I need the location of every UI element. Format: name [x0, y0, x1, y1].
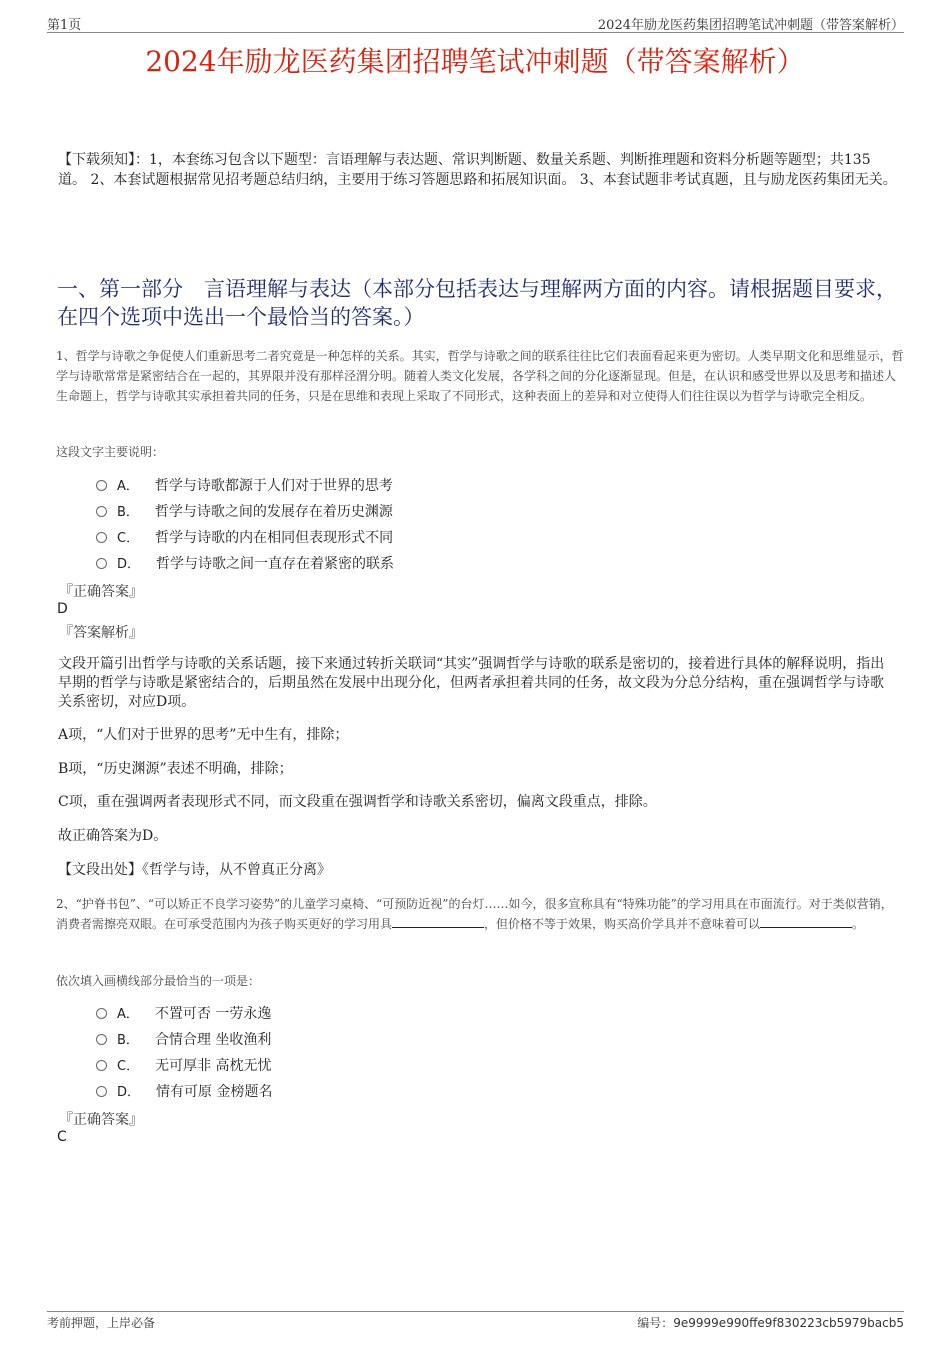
option-letter: A． — [117, 479, 139, 494]
radio-icon[interactable] — [96, 1034, 107, 1045]
footer-code — [637, 1314, 904, 1331]
q1-analysis-b: B项，“历史渊源”表述不明确，排除； — [58, 761, 293, 777]
q2-option-b[interactable] — [96, 1030, 271, 1050]
footer-code-label: 编号： — [637, 1316, 674, 1330]
q1-answer: D — [57, 601, 68, 617]
q1-source: 【文段出处】《哲学与诗，从不曾真正分离》 — [58, 862, 331, 878]
q1-analysis: 文段开篇引出哲学与诗歌的关系话题，接下来通过转折关联词“其实”强调哲学与诗歌的联系是密切的，接着进行具体的解释说明，指出早期的哲学与诗歌是紧密结合的，后期虽然在发展中出现分化，但两者承担着共同的任务，故文段为分总分结构，重在强调哲学与诗歌关系密切，对应D项。 — [58, 656, 885, 710]
option-text: 合情合理 坐收渔利 — [154, 1032, 272, 1048]
q1-conclusion: 故正确答案为D。 — [58, 828, 168, 844]
radio-icon[interactable] — [96, 532, 107, 543]
q1-analysis-label: 『答案解析』 — [59, 625, 143, 641]
radio-icon[interactable] — [96, 506, 107, 517]
q1-option-b[interactable] — [96, 502, 393, 522]
q1-option-d[interactable] — [96, 554, 394, 574]
option-text: 哲学与诗歌之间的发展存在着历史渊源 — [154, 504, 393, 520]
q2-text-end: 。 — [852, 917, 865, 931]
q1-answer-label: 『正确答案』 — [59, 584, 143, 600]
q2-option-c[interactable] — [96, 1056, 272, 1076]
header-divider — [47, 32, 904, 33]
q1-option-c[interactable] — [96, 528, 393, 548]
footer-divider — [47, 1311, 904, 1312]
option-letter: C． — [117, 531, 140, 546]
q2-text-part1: 2、“护脊书包”、“可以矫正不良学习姿势”的儿童学习桌椅、“可预防近视”的台灯……如今，很多宣称具有“特殊功能”的学习用具在市面流行。对于类似营销，消费者需擦亮双眼。在可承受范围内为孩子购买更好的学习用具 — [56, 897, 893, 931]
fill-blank-1 — [392, 916, 484, 928]
option-text: 不置可否 一劳永逸 — [154, 1006, 272, 1022]
option-letter: D． — [117, 557, 141, 572]
header-doc-title: 2024年励龙医药集团招聘笔试冲刺题（带答案解析） — [597, 18, 904, 33]
radio-icon[interactable] — [96, 1060, 107, 1071]
q2-text-part2: ，但价格不等于效果，购买高价学具并不意味着可以 — [484, 917, 761, 931]
option-text: 情有可原 金榜题名 — [156, 1084, 273, 1100]
q2-answer: C — [57, 1129, 67, 1145]
footer-slogan: 考前押题，上岸必备 — [47, 1316, 156, 1330]
option-letter: B． — [117, 1033, 139, 1048]
q1-option-a[interactable] — [96, 476, 393, 496]
option-letter: B． — [117, 505, 139, 520]
radio-icon[interactable] — [96, 1086, 107, 1097]
option-letter: C． — [117, 1059, 140, 1074]
q1-analysis-a: A项，“人们对于世界的思考”无中生有，排除； — [58, 727, 349, 743]
download-notice: 【下载须知】：1，本套练习包含以下题型：言语理解与表达题、常识判断题、数量关系题、判断推理题和资料分析题等题型；共135道。 2、本套试题根据常见招考题总结归纳，主要用于练习答题思路和拓展知识面。 3、本套试题非考试真题，且与励龙医药集团无关。 — [58, 152, 897, 188]
page-number: 第1页 — [47, 18, 82, 33]
question-2-text — [56, 894, 904, 934]
page-title: 2024年励龙医药集团招聘笔试冲刺题（带答案解析） — [145, 45, 805, 78]
question-1-text: 1、哲学与诗歌之争促使人们重新思考二者究竟是一种怎样的关系。其实，哲学与诗歌之间的联系往往比它们表面看起来更为密切。人类早期文化和思维显示，哲学与诗歌常常是紧密结合在一起的，其界限并没有那样泾渭分明。随着人类文化发展，各学科之间的分化逐渐显现。但是，在认识和感受世界以及思考和描述人生命题上，哲学与诗歌其实承担着共同的任务，只是在思维和表现上采取了不同形式，这种表面上的差异和对立使得人们往往误以为哲学与诗歌完全相反。 — [56, 349, 904, 403]
radio-icon[interactable] — [96, 558, 107, 569]
question-1-prompt: 这段文字主要说明： — [56, 445, 165, 459]
q2-answer-label: 『正确答案』 — [59, 1112, 143, 1128]
option-text: 哲学与诗歌之间一直存在着紧密的联系 — [156, 556, 395, 572]
q2-option-a[interactable] — [96, 1004, 271, 1024]
option-letter: D． — [117, 1085, 141, 1100]
section-heading: 一、第一部分 言语理解与表达（本部分包括表达与理解两方面的内容。请根据题目要求，在四个选项中选出一个最恰当的答案。） — [57, 277, 897, 329]
fill-blank-2 — [760, 916, 852, 928]
option-text: 无可厚非 高枕无忧 — [155, 1058, 272, 1074]
option-text: 哲学与诗歌都源于人们对于世界的思考 — [154, 478, 393, 494]
q2-option-d[interactable] — [96, 1082, 272, 1102]
option-text: 哲学与诗歌的内在相同但表现形式不同 — [155, 530, 394, 546]
radio-icon[interactable] — [96, 1008, 107, 1019]
radio-icon[interactable] — [96, 480, 107, 491]
footer-code-value: 9e9999e990ffe9f830223cb5979bacb5 — [673, 1316, 904, 1330]
q1-analysis-c: C项，重在强调两者表现形式不同，而文段重在强调哲学和诗歌关系密切，偏离文段重点，排除。 — [58, 794, 657, 810]
option-letter: A． — [117, 1007, 139, 1022]
question-2-prompt: 依次填入画横线部分最恰当的一项是： — [56, 974, 261, 988]
